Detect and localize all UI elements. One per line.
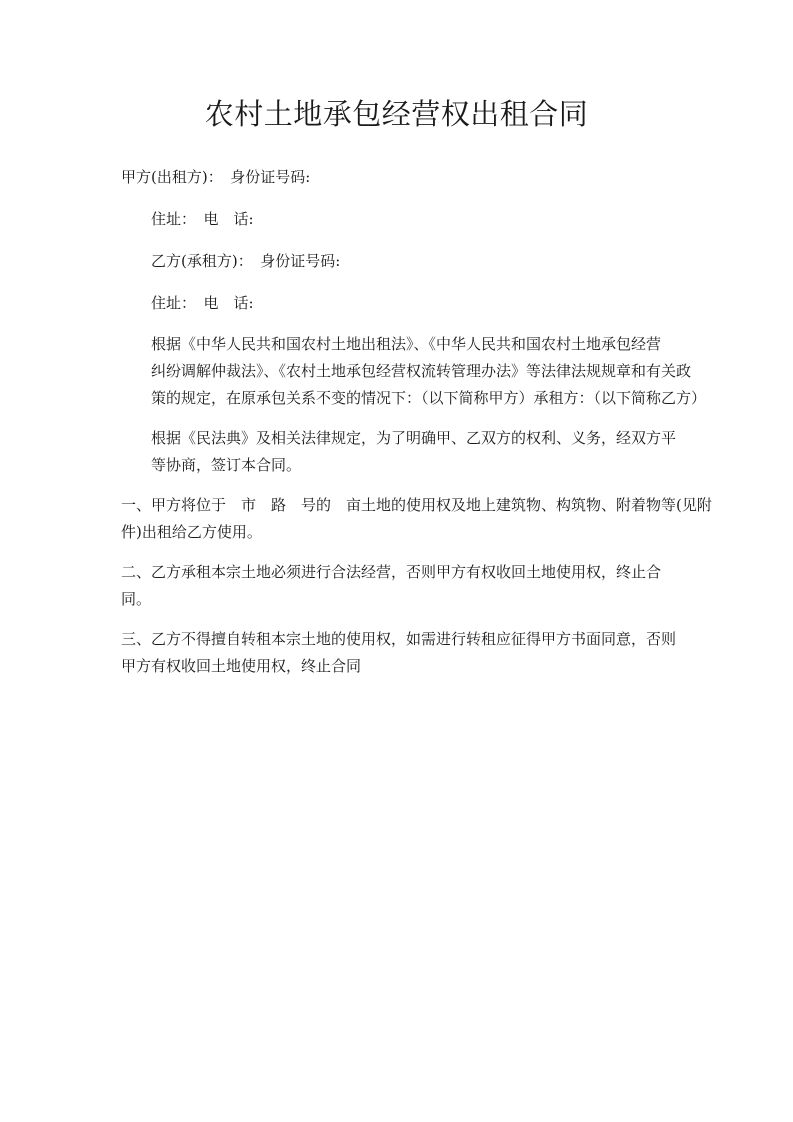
party-b-address: 住址： 电 话: (151, 294, 254, 312)
clause-2-line-2: 同。 (121, 590, 152, 608)
basis-line-2: 纠纷调解仲裁法》、《农村土地承包经营权流转管理办法》等法律法规规章和有关政 (151, 362, 692, 380)
party-a-line: 甲方(出租方)： 身份证号码: (121, 168, 311, 186)
clause-3-line-1: 三、乙方不得擅自转租本宗土地的使用权，如需进行转租应征得甲方书面同意，否则 (121, 630, 677, 648)
document-body (121, 164, 712, 680)
basis-paragraph (121, 331, 707, 412)
document-title: 农村土地承包经营权出租合同 (204, 97, 589, 131)
clause-1-line-1: 一、甲方将位于 市 路 号的 亩土地的使用权及地上建筑物、构筑物、附着物等(见附 (121, 496, 712, 514)
civil-code-line-2: 等协商，签订本合同。 (151, 456, 302, 474)
party-b-line: 乙方(承租方)： 身份证号码: (151, 252, 341, 270)
clause-3 (121, 626, 677, 680)
clause-2 (121, 559, 674, 613)
basis-line-3: 策的规定，在原承包关系不变的情况下：（以下简称甲方）承租方：（以下简称乙方） (151, 389, 707, 407)
clause-1 (121, 492, 712, 546)
clause-1-line-2: 件)出租给乙方使用。 (121, 523, 262, 541)
civil-code-line-1: 根据《民法典》及相关法律规定，为了明确甲、乙双方的权利、义务，经双方平 (151, 429, 677, 447)
civil-code-paragraph (121, 425, 677, 479)
basis-line-1: 根据《中华人民共和国农村土地出租法》、《中华人民共和国农村土地承包经营 (151, 335, 662, 353)
clause-2-line-1: 二、乙方承租本宗土地必须进行合法经营，否则甲方有权收回土地使用权，终止合 (121, 563, 662, 581)
clause-3-line-2: 甲方有权收回土地使用权，终止合同 (121, 657, 362, 675)
party-a-address: 住址： 电 话: (151, 210, 254, 228)
